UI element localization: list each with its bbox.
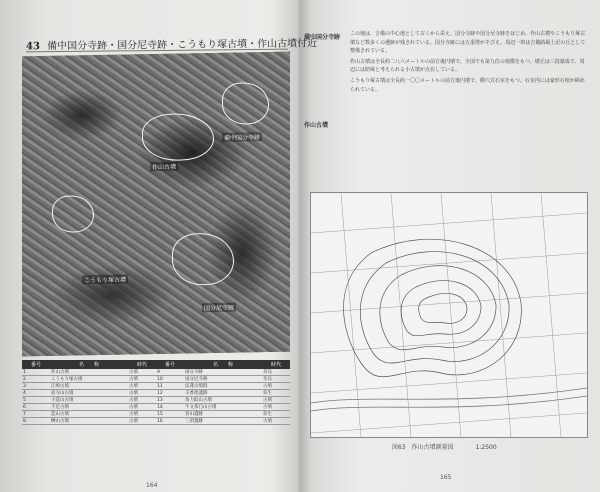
table-row bbox=[22, 376, 290, 383]
table-cell: 千足古墳 bbox=[50, 404, 128, 411]
table-cell: 三須遺跡 bbox=[184, 418, 262, 425]
page-title bbox=[26, 35, 318, 53]
table-cell: 古墳 bbox=[262, 383, 290, 390]
table-cell: 16 bbox=[156, 418, 184, 425]
table-cell: 5 bbox=[22, 397, 50, 404]
table-cell: 辛香池遺跡 bbox=[184, 390, 262, 397]
table-cell: 14 bbox=[156, 404, 184, 411]
table-cell: 古墳 bbox=[128, 411, 156, 418]
table-cell: 国分尼寺跡 bbox=[184, 376, 262, 383]
table-cell: 奈良 bbox=[262, 369, 290, 376]
body-text bbox=[350, 30, 588, 96]
table-row bbox=[22, 404, 290, 411]
photo-label: 備中国分寺跡 bbox=[222, 132, 262, 142]
table-header: 名 称 bbox=[184, 360, 262, 369]
table-cell: 弥生 bbox=[262, 390, 290, 397]
site-outline bbox=[142, 113, 214, 161]
photo-label: 作山古墳 bbox=[150, 162, 178, 171]
table-cell: 13 bbox=[156, 397, 184, 404]
table-cell: 10 bbox=[156, 376, 184, 383]
table-cell: 2 bbox=[22, 376, 50, 383]
table-cell: 1 bbox=[22, 369, 50, 376]
table-cell: 12 bbox=[156, 390, 184, 397]
survey-map-drawing bbox=[311, 193, 587, 437]
table-cell: 古墳 bbox=[128, 397, 156, 404]
table-cell: 4 bbox=[22, 390, 50, 397]
table-cell: こうもり塚古墳 bbox=[50, 376, 128, 383]
table-cell: 榊山古墳 bbox=[50, 418, 128, 425]
table-header: 時代 bbox=[262, 360, 290, 369]
table-cell: 国分寺跡 bbox=[184, 369, 262, 376]
survey-map bbox=[310, 192, 588, 438]
table-cell: 古墳 bbox=[128, 369, 156, 376]
right-page-number: 165 bbox=[440, 474, 452, 481]
aerial-photo bbox=[22, 52, 290, 357]
figure-caption bbox=[392, 442, 497, 451]
table-cell: 宿寺山古墳 bbox=[50, 390, 128, 397]
table-cell: 古墳 bbox=[128, 376, 156, 383]
table-row bbox=[22, 411, 290, 418]
table-header: 名 称 bbox=[50, 360, 128, 369]
site-outline bbox=[222, 82, 269, 125]
paragraph: 作山古墳は全長約二八六メートルの前方後円墳で、全国でも第九位の規模をもつ。墳丘は三段築成で、周辺には陪塚と考えられる小古墳が点在している。 bbox=[350, 58, 585, 74]
table-cell: 江崎古墳 bbox=[50, 383, 128, 390]
table-cell: 古墳 bbox=[128, 390, 156, 397]
table-cell: 11 bbox=[156, 383, 184, 390]
photo-label: こうもり塚古墳 bbox=[82, 274, 128, 284]
table-cell: 角力取山古墳 bbox=[184, 397, 262, 404]
right-page bbox=[300, 8, 592, 488]
table-cell: 奈良 bbox=[262, 376, 290, 383]
table-cell: 古墳 bbox=[128, 404, 156, 411]
table-cell: 古墳 bbox=[262, 397, 290, 404]
paragraph: この地は、吉備の中心地として古くから栄え、国分寺跡や国分尼寺跡をはじめ、作山古墳やこうもり塚古墳など数多くの遺跡が残されている。国分寺跡には五重塔がそびえ、周辺一帯は吉備路風土記の丘として整備されている。 bbox=[350, 31, 586, 55]
table-cell: 小造山古墳 bbox=[50, 397, 128, 404]
site-outline bbox=[52, 195, 94, 233]
table-cell: 6 bbox=[22, 404, 50, 411]
table-cell: 弥生 bbox=[262, 411, 290, 418]
table-row bbox=[22, 390, 290, 397]
table-cell: 造山古墳 bbox=[50, 411, 128, 418]
table-cell: 古墳 bbox=[128, 418, 156, 425]
map-scale: 1:2500 bbox=[475, 444, 497, 451]
table-header: 時代 bbox=[128, 360, 156, 369]
table-cell: 作山古墳 bbox=[50, 369, 128, 376]
title-number: 43 bbox=[26, 41, 40, 53]
table-header: 番号 bbox=[22, 360, 50, 369]
table-row bbox=[22, 383, 290, 390]
table-row bbox=[22, 397, 290, 404]
site-table bbox=[22, 360, 290, 480]
side-heading: 作山古墳 bbox=[304, 122, 329, 129]
table-cell: 古墳 bbox=[262, 418, 290, 425]
table-cell: 古墳 bbox=[262, 404, 290, 411]
left-page bbox=[8, 8, 318, 489]
paragraph: こうもり塚古墳は全長約一〇〇メートルの前方後円墳で、横穴式石室をもつ。石室内には家形石棺が納められている。 bbox=[350, 77, 585, 93]
table-cell: 宮山遺跡 bbox=[184, 411, 262, 418]
table-cell: 3 bbox=[22, 383, 50, 390]
table-cell: 7 bbox=[22, 411, 50, 418]
table-cell: 法蓮古墳群 bbox=[184, 383, 262, 390]
table-cell: 古墳 bbox=[128, 383, 156, 390]
table-cell: 9 bbox=[156, 369, 184, 376]
table-header: 番号 bbox=[156, 360, 184, 369]
table-cell: 15 bbox=[156, 411, 184, 418]
photo-label: 国分尼寺跡 bbox=[202, 303, 236, 313]
table-row bbox=[22, 418, 290, 425]
side-heading: 備中国分寺跡 bbox=[304, 34, 341, 41]
caption-text: 図63 作山古墳測量図 bbox=[392, 444, 454, 451]
title-text: 備中国分寺跡・国分尼寺跡・こうもり塚古墳・作山古墳付近 bbox=[47, 38, 318, 53]
table-cell: 牛文茶臼山古墳 bbox=[184, 404, 262, 411]
table-cell: 8 bbox=[22, 418, 50, 425]
left-page-number: 164 bbox=[146, 482, 158, 489]
site-outline bbox=[172, 233, 234, 286]
